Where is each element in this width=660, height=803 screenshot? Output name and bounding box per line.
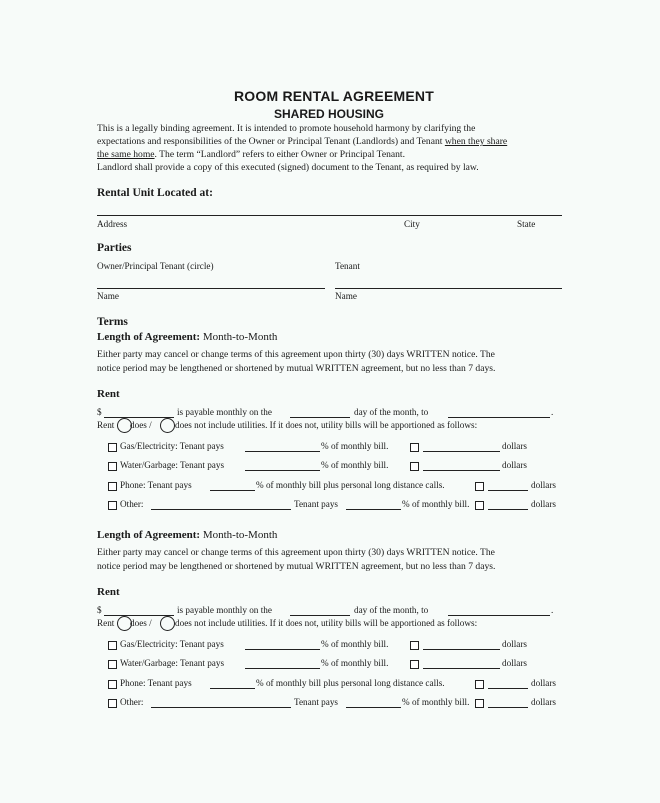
length-of-agreement-2: [97, 529, 277, 541]
gas-checkbox-1[interactable]: [108, 443, 117, 452]
intro-line-2: [97, 135, 507, 148]
phone-dollars-checkbox-2[interactable]: [475, 680, 484, 689]
water-dollars-checkbox-2[interactable]: [410, 660, 419, 669]
phone-label-1: Phone: Tenant pays: [120, 480, 192, 490]
rental-unit-heading: Rental Unit Located at:: [97, 187, 213, 199]
water-dollars-checkbox-1[interactable]: [410, 462, 419, 471]
gas-label-1: Gas/Electricity: Tenant pays: [120, 441, 224, 451]
intro-line-1: This is a legally binding agreement. It is intended to promote household harmony by clarifying the: [97, 123, 476, 134]
rent-payee-line-2[interactable]: [448, 615, 550, 616]
water-dollars-1: dollars: [502, 460, 528, 470]
other-dollars-line-2[interactable]: [488, 707, 528, 708]
gas-dollars-line-1[interactable]: [423, 451, 500, 452]
period-2: .: [551, 605, 554, 615]
water-dollars-2: dollars: [502, 658, 528, 668]
does-word-2: does /: [130, 618, 152, 628]
phone-checkbox-2[interactable]: [108, 680, 117, 689]
other-pct-text-1: % of monthly bill.: [402, 499, 470, 509]
water-dollars-line-2[interactable]: [423, 668, 500, 669]
water-pct-text-1: % of monthly bill.: [321, 460, 389, 470]
gas-dollars-checkbox-1[interactable]: [410, 443, 419, 452]
period-1: .: [551, 407, 554, 417]
rent-heading-2: Rent: [97, 586, 120, 598]
other-pct-line-2[interactable]: [346, 707, 401, 708]
tenant-name-line[interactable]: [335, 288, 562, 289]
water-label-2: Water/Garbage: Tenant pays: [120, 658, 225, 668]
city-label: City: [404, 219, 420, 229]
address-label: Address: [97, 219, 128, 229]
intro-line-2-underlined: when they share: [444, 136, 508, 147]
other-tenant-2: Tenant pays: [294, 697, 339, 707]
other-label-1: Other:: [120, 499, 144, 509]
intro-line-2-text: expectations and responsibilities of the Owner or Principal Tenant (Landlords) and Tenant: [97, 136, 445, 147]
rent-word-1: Rent: [97, 420, 115, 430]
does-not-text-1: does not include utilities. If it does not, utility bills will be apportioned as follows:: [175, 420, 478, 430]
notice-line-1a: Either party may cancel or change terms of this agreement upon thirty (30) days WRITTEN notice. The: [97, 349, 495, 360]
other-label-2: Other:: [120, 697, 144, 707]
tenant-name-label: Name: [335, 291, 357, 301]
intro-line-3-text: . The term “Landlord” refers to either Owner or Principal Tenant.: [154, 149, 405, 160]
length-label-2: Length of Agreement:: [97, 529, 201, 541]
other-dollars-1: dollars: [531, 499, 557, 509]
gas-dollars-2: dollars: [502, 639, 528, 649]
rent-day-line-1[interactable]: [290, 417, 350, 418]
gas-dollars-line-2[interactable]: [423, 649, 500, 650]
intro-line-3: [97, 148, 405, 161]
payable-text-1: is payable monthly on the: [177, 407, 272, 417]
gas-checkbox-2[interactable]: [108, 641, 117, 650]
gas-pct-line-2[interactable]: [245, 649, 320, 650]
phone-dollars-checkbox-1[interactable]: [475, 482, 484, 491]
tenant-label: Tenant: [335, 261, 360, 271]
gas-pct-line-1[interactable]: [245, 451, 320, 452]
water-pct-text-2: % of monthly bill.: [321, 658, 389, 668]
other-dollars-line-1[interactable]: [488, 509, 528, 510]
does-not-circle-2[interactable]: [160, 616, 175, 631]
gas-label-2: Gas/Electricity: Tenant pays: [120, 639, 224, 649]
phone-dollars-line-1[interactable]: [488, 490, 528, 491]
phone-dollars-1: dollars: [531, 480, 557, 490]
other-desc-line-1[interactable]: [151, 509, 291, 510]
length-label-1: Length of Agreement:: [97, 331, 201, 343]
other-dollars-checkbox-1[interactable]: [475, 501, 484, 510]
water-label-1: Water/Garbage: Tenant pays: [120, 460, 225, 470]
phone-pct-line-2[interactable]: [210, 688, 255, 689]
other-checkbox-1[interactable]: [108, 501, 117, 510]
other-dollars-2: dollars: [531, 697, 557, 707]
dollar-sign-1: $: [97, 407, 102, 417]
phone-pct-line-1[interactable]: [210, 490, 255, 491]
gas-pct-text-1: % of monthly bill.: [321, 441, 389, 451]
intro-line-4: Landlord shall provide a copy of this executed (signed) document to the Tenant, as required by law.: [97, 162, 479, 173]
terms-heading: Terms: [97, 316, 128, 328]
length-of-agreement-1: [97, 331, 277, 343]
day-text-2: day of the month, to: [354, 605, 429, 615]
does-word-1: does /: [130, 420, 152, 430]
other-desc-line-2[interactable]: [151, 707, 291, 708]
other-pct-text-2: % of monthly bill.: [402, 697, 470, 707]
phone-dollars-line-2[interactable]: [488, 688, 528, 689]
other-dollars-checkbox-2[interactable]: [475, 699, 484, 708]
parties-heading: Parties: [97, 242, 132, 254]
does-not-circle-1[interactable]: [160, 418, 175, 433]
other-tenant-1: Tenant pays: [294, 499, 339, 509]
rent-payee-line-1[interactable]: [448, 417, 550, 418]
phone-pct-text-1: % of monthly bill plus personal long distance calls.: [256, 480, 445, 490]
dollar-sign-2: $: [97, 605, 102, 615]
water-dollars-line-1[interactable]: [423, 470, 500, 471]
intro-line-3-underlined: the same home: [97, 149, 155, 160]
gas-dollars-checkbox-2[interactable]: [410, 641, 419, 650]
water-checkbox-1[interactable]: [108, 462, 117, 471]
other-checkbox-2[interactable]: [108, 699, 117, 708]
length-value-2: Month-to-Month: [202, 529, 278, 541]
water-pct-line-2[interactable]: [245, 668, 320, 669]
phone-label-2: Phone: Tenant pays: [120, 678, 192, 688]
notice-line-2a: Either party may cancel or change terms of this agreement upon thirty (30) days WRITTEN notice. The: [97, 547, 495, 558]
payable-text-2: is payable monthly on the: [177, 605, 272, 615]
phone-pct-text-2: % of monthly bill plus personal long distance calls.: [256, 678, 445, 688]
owner-name-label: Name: [97, 291, 119, 301]
rent-heading-1: Rent: [97, 388, 120, 400]
rent-day-line-2[interactable]: [290, 615, 350, 616]
phone-checkbox-1[interactable]: [108, 482, 117, 491]
notice-line-1b: notice period may be lengthened or shortened by mutual WRITTEN agreement, but no less than 7 days.: [97, 363, 496, 374]
gas-pct-text-2: % of monthly bill.: [321, 639, 389, 649]
water-pct-line-1[interactable]: [245, 470, 320, 471]
water-checkbox-2[interactable]: [108, 660, 117, 669]
day-text-1: day of the month, to: [354, 407, 429, 417]
length-value-1: Month-to-Month: [202, 331, 278, 343]
owner-label: Owner/Principal Tenant (circle): [97, 261, 214, 271]
document-title: ROOM RENTAL AGREEMENT: [234, 88, 434, 104]
document-subtitle: SHARED HOUSING: [274, 107, 385, 121]
rent-word-2: Rent: [97, 618, 115, 628]
owner-name-line[interactable]: [97, 288, 325, 289]
phone-dollars-2: dollars: [531, 678, 557, 688]
gas-dollars-1: dollars: [502, 441, 528, 451]
does-not-text-2: does not include utilities. If it does not, utility bills will be apportioned as follows:: [175, 618, 478, 628]
notice-line-2b: notice period may be lengthened or shortened by mutual WRITTEN agreement, but no less than 7 days.: [97, 561, 496, 572]
other-pct-line-1[interactable]: [346, 509, 401, 510]
address-line[interactable]: [97, 215, 562, 216]
state-label: State: [517, 219, 536, 229]
